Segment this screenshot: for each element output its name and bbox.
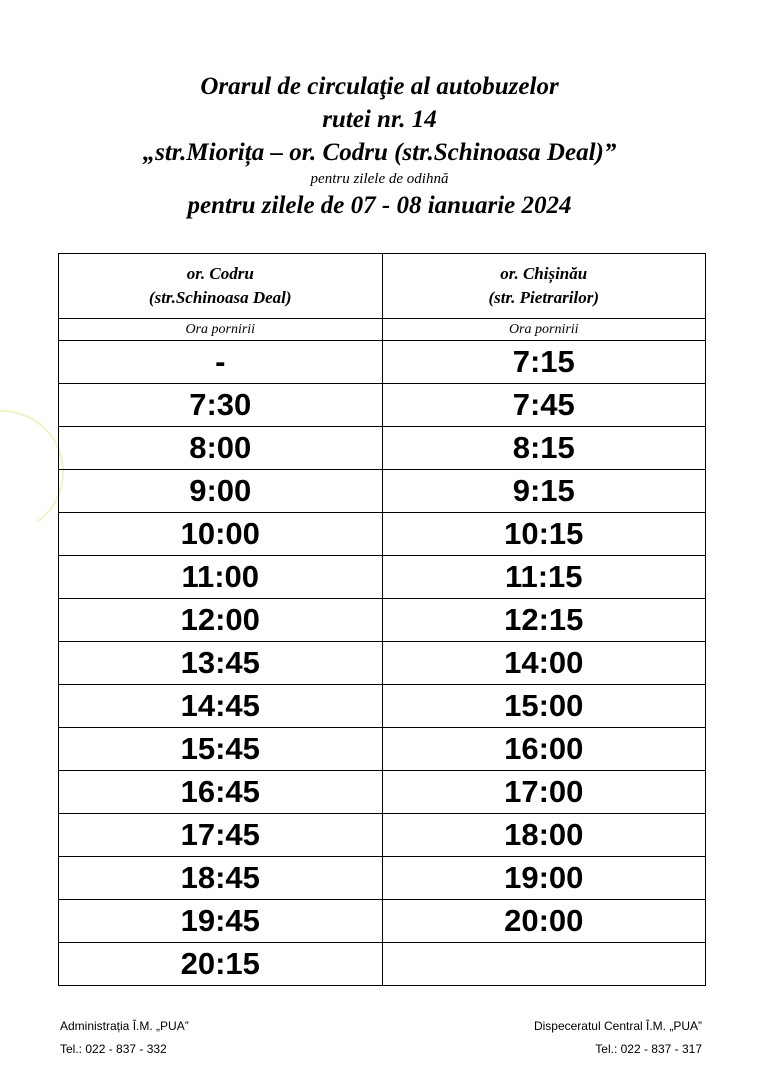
dispatch-phone: Tel.: 022 - 837 - 317 bbox=[595, 1042, 702, 1056]
stop-name-chisinau-line2: (str. Pietrarilor) bbox=[488, 288, 599, 307]
departure-time-chisinau: 7:45 bbox=[382, 384, 706, 427]
departure-time-chisinau: 11:15 bbox=[382, 556, 706, 599]
departure-label-row bbox=[59, 319, 706, 341]
departure-time-codru: 18:45 bbox=[59, 857, 383, 900]
administration-name: Administrația Î.M. „PUA” bbox=[60, 1019, 189, 1033]
table-row bbox=[59, 728, 706, 771]
table-row bbox=[59, 470, 706, 513]
departure-time-codru: 20:15 bbox=[59, 943, 383, 986]
title-line-2: rutei nr. 14 bbox=[322, 106, 437, 133]
departure-time-codru: 13:45 bbox=[59, 642, 383, 685]
departure-time-chisinau: 10:15 bbox=[382, 513, 706, 556]
schedule-header bbox=[0, 70, 759, 223]
departure-time-codru: 8:00 bbox=[59, 427, 383, 470]
dates-line: pentru zilele de 07 - 08 ianuarie 2024 bbox=[187, 192, 572, 219]
table-row bbox=[59, 857, 706, 900]
departure-time-chisinau: 7:15 bbox=[382, 341, 706, 384]
table-row bbox=[59, 771, 706, 814]
table-row bbox=[59, 341, 706, 384]
departure-time-codru: 19:45 bbox=[59, 900, 383, 943]
dispatch-name: Dispeceratul Central Î.M. „PUA” bbox=[533, 1019, 702, 1033]
table-row bbox=[59, 642, 706, 685]
departure-time-chisinau: 20:00 bbox=[382, 900, 706, 943]
stop-name-chisinau-line1: or. Chișinău bbox=[500, 264, 588, 283]
table-row bbox=[59, 556, 706, 599]
table-row bbox=[59, 685, 706, 728]
departure-time-codru: 17:45 bbox=[59, 814, 383, 857]
footer-dispatch bbox=[534, 1015, 702, 1061]
departure-time-codru: - bbox=[59, 341, 383, 384]
table-row bbox=[59, 900, 706, 943]
departure-time-chisinau bbox=[382, 943, 706, 986]
departure-time-chisinau: 14:00 bbox=[382, 642, 706, 685]
stop-name-codru-line1: or. Codru bbox=[186, 264, 254, 283]
departure-time-chisinau: 12:15 bbox=[382, 599, 706, 642]
departure-time-codru: 10:00 bbox=[59, 513, 383, 556]
departure-time-chisinau: 15:00 bbox=[382, 685, 706, 728]
table-row bbox=[59, 513, 706, 556]
table-row bbox=[59, 943, 706, 986]
departure-time-chisinau: 9:15 bbox=[382, 470, 706, 513]
table-row bbox=[59, 814, 706, 857]
stop-name-chisinau bbox=[382, 254, 706, 319]
route-name: „str.Miorița – or. Codru (str.Schinoasa Deal)” bbox=[142, 139, 617, 166]
departure-time-codru: 7:30 bbox=[59, 384, 383, 427]
table-row bbox=[59, 599, 706, 642]
title-line-1: Orarul de circulaţie al autobuzelor bbox=[200, 73, 559, 100]
departure-time-chisinau: 16:00 bbox=[382, 728, 706, 771]
footer-administration bbox=[60, 1015, 189, 1061]
table-row bbox=[59, 384, 706, 427]
departure-time-codru: 9:00 bbox=[59, 470, 383, 513]
departure-time-codru: 12:00 bbox=[59, 599, 383, 642]
table-row bbox=[59, 427, 706, 470]
departure-time-codru: 16:45 bbox=[59, 771, 383, 814]
stop-name-codru-line2: (str.Schinoasa Deal) bbox=[148, 288, 292, 307]
departure-time-codru: 14:45 bbox=[59, 685, 383, 728]
departure-label-chisinau: Ora pornirii bbox=[382, 319, 706, 341]
departure-time-chisinau: 18:00 bbox=[382, 814, 706, 857]
stop-name-codru bbox=[59, 254, 383, 319]
departure-time-codru: 15:45 bbox=[59, 728, 383, 771]
departure-time-codru: 11:00 bbox=[59, 556, 383, 599]
timetable bbox=[58, 253, 706, 986]
departure-time-chisinau: 8:15 bbox=[382, 427, 706, 470]
stop-names-row bbox=[59, 254, 706, 319]
days-subtitle: pentru zilele de odihnă bbox=[310, 171, 449, 187]
departure-label-codru: Ora pornirii bbox=[59, 319, 383, 341]
administration-phone: Tel.: 022 - 837 - 332 bbox=[60, 1042, 167, 1056]
departure-time-chisinau: 19:00 bbox=[382, 857, 706, 900]
departure-time-chisinau: 17:00 bbox=[382, 771, 706, 814]
